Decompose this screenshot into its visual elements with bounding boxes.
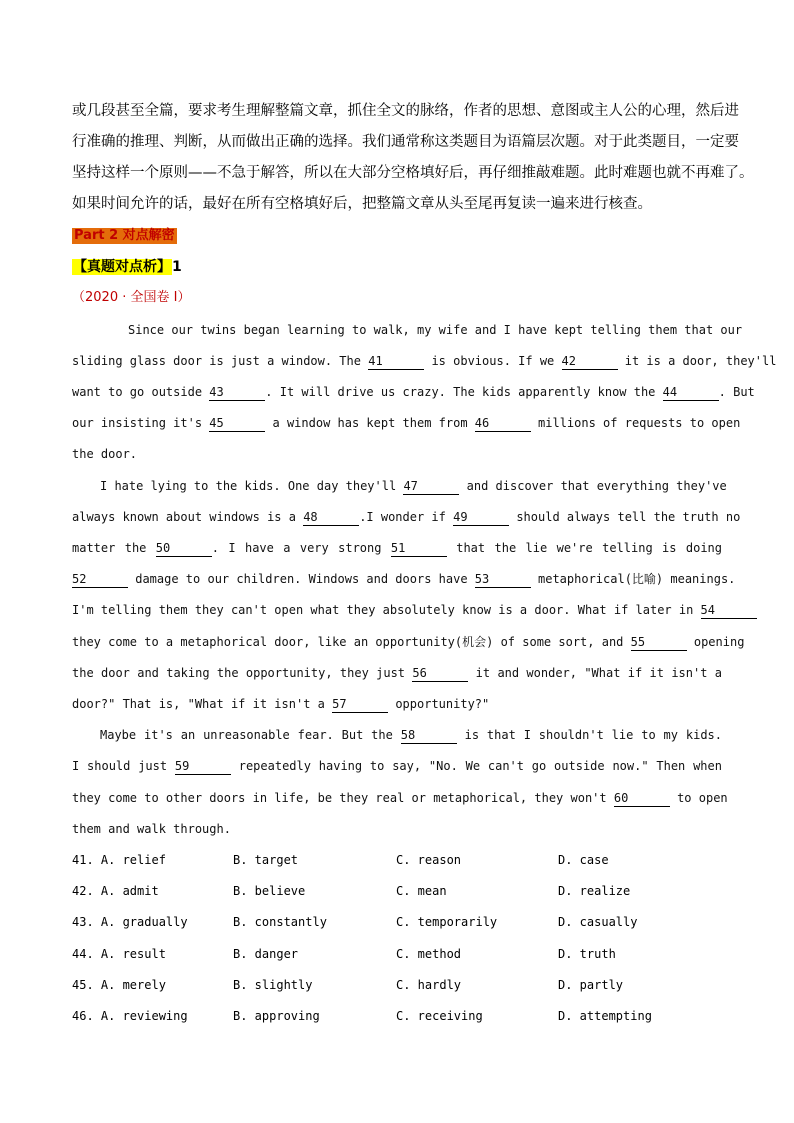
exam-source: （2020 · 全国卷 I） — [72, 290, 191, 305]
passage-text: want to go outside — [72, 385, 210, 399]
option-a[interactable]: 43. A. gradually — [72, 915, 188, 929]
blank-52[interactable]: 52 — [72, 571, 128, 588]
passage-text: millions of requests to open — [530, 416, 741, 430]
option-b[interactable]: B. constantly — [233, 915, 327, 929]
passage-text: Since our twins began learning to walk, my wife and I have kept telling them that our — [128, 323, 743, 337]
passage-line — [72, 444, 722, 464]
passage-text: to open — [669, 791, 728, 805]
passage-line — [128, 320, 743, 340]
passage-text: the door. — [72, 447, 138, 461]
blank-49[interactable]: 49 — [453, 509, 509, 526]
intro-line: 坚持这样一个原则——不急于解答，所以在大部分空格填好后，再仔细推敲难题。此时难题也就不再难了。 — [72, 165, 754, 181]
option-d[interactable]: D. case — [558, 853, 609, 867]
blank-51[interactable]: 51 — [391, 540, 447, 557]
passage-text: is that I shouldn't lie to my kids. — [456, 728, 722, 742]
passage-line — [100, 725, 722, 745]
passage-text: they come to other doors in life, be they real or metaphorical, they won't — [72, 791, 614, 805]
passage-line — [72, 694, 722, 714]
passage-text: . It will drive us crazy. The kids apparently know the — [265, 385, 663, 399]
blank-55[interactable]: 55 — [631, 634, 687, 651]
passage-text: damage to our children. Windows and doors have — [128, 572, 475, 586]
passage-text: our insisting it's — [72, 416, 210, 430]
blank-54[interactable]: 54 — [701, 602, 757, 619]
passage-line — [72, 663, 722, 683]
option-row — [72, 1006, 712, 1026]
passage-text: repeatedly having to say, "No. We can't go outside now." Then when — [230, 759, 722, 773]
passage-line — [72, 507, 741, 527]
option-d[interactable]: D. attempting — [558, 1009, 652, 1023]
passage-text: opportunity?" — [388, 697, 490, 711]
passage-text: opening — [686, 635, 745, 649]
passage-line — [72, 819, 722, 839]
option-d[interactable]: D. casually — [558, 915, 638, 929]
blank-56[interactable]: 56 — [412, 665, 468, 682]
passage-text: Maybe it's an unreasonable fear. But the — [100, 728, 401, 742]
passage-text: a window has kept them from — [265, 416, 475, 430]
blank-60[interactable]: 60 — [614, 790, 670, 807]
option-c[interactable]: C. receiving — [396, 1009, 483, 1023]
passage-text: they come to a metaphorical door, like an opportunity(机会) of some sort, and — [72, 635, 631, 649]
option-row — [72, 975, 712, 995]
section-title-text: 【真题对点析】 — [73, 259, 171, 275]
passage-line — [72, 382, 755, 402]
passage-line — [72, 569, 736, 589]
passage-line — [72, 600, 722, 620]
passage-text: door?" That is, "What if it isn't a — [72, 697, 333, 711]
option-row — [72, 850, 712, 870]
option-c[interactable]: C. reason — [396, 853, 462, 867]
option-row — [72, 944, 712, 964]
passage-text: always known about windows is a — [72, 510, 304, 524]
option-a[interactable]: 42. A. admit — [72, 884, 159, 898]
passage-text: matter the — [72, 541, 156, 555]
intro-paragraph — [72, 96, 754, 220]
blank-58[interactable]: 58 — [401, 727, 457, 744]
blank-47[interactable]: 47 — [403, 478, 459, 495]
passage-text: them and walk through. — [72, 822, 231, 836]
intro-line: 或几段甚至全篇，要求考生理解整篇文章，抓住全文的脉络，作者的思想、意图或主人公的心理，然后进 — [72, 103, 739, 119]
passage-text: and discover that everything they've — [459, 479, 727, 493]
passage-text: . I have a very strong — [211, 541, 391, 555]
passage-line — [72, 413, 741, 433]
blank-42[interactable]: 42 — [562, 353, 618, 370]
blank-43[interactable]: 43 — [209, 384, 265, 401]
passage-line — [72, 351, 777, 371]
option-c[interactable]: C. method — [396, 947, 462, 961]
option-c[interactable]: C. hardly — [396, 978, 462, 992]
option-d[interactable]: D. realize — [558, 884, 631, 898]
option-d[interactable]: D. partly — [558, 978, 624, 992]
blank-46[interactable]: 46 — [475, 415, 531, 432]
passage-text: . But — [718, 385, 755, 399]
passage-text: that the lie we're telling is doing — [446, 541, 722, 555]
blank-53[interactable]: 53 — [475, 571, 531, 588]
section-number: 1 — [172, 259, 182, 275]
passage-line — [72, 632, 745, 652]
passage-text: .I wonder if — [359, 510, 454, 524]
option-c[interactable]: C. mean — [396, 884, 447, 898]
passage-text: sliding glass door is just a window. The — [72, 354, 369, 368]
part-label: Part 2 对点解密 — [74, 228, 175, 243]
intro-line: 行准确的推理、判断，从而做出正确的选择。我们通常称这类题目为语篇层次题。对于此类题目，一定要 — [72, 134, 739, 150]
passage-text: I hate lying to the kids. One day they'll — [100, 479, 404, 493]
blank-59[interactable]: 59 — [175, 758, 231, 775]
passage-text: metaphorical(比喻) meanings. — [530, 572, 736, 586]
passage-text: I'm telling them they can't open what they absolutely know is a door. What if later in — [72, 603, 701, 617]
option-a[interactable]: 44. A. result — [72, 947, 166, 961]
passage-text: should always tell the truth no — [509, 510, 741, 524]
passage-text: is obvious. If we — [424, 354, 562, 368]
blank-44[interactable]: 44 — [663, 384, 719, 401]
blank-50[interactable]: 50 — [156, 540, 212, 557]
option-row — [72, 881, 712, 901]
option-a[interactable]: 45. A. merely — [72, 978, 166, 992]
passage-line — [100, 476, 727, 496]
option-a[interactable]: 46. A. reviewing — [72, 1009, 188, 1023]
intro-line: 如果时间允许的话，最好在所有空格填好后，把整篇文章从头至尾再复读一遍来进行核查。 — [72, 196, 652, 212]
option-b[interactable]: B. slightly — [233, 978, 313, 992]
passage-line — [72, 756, 722, 776]
option-b[interactable]: B. approving — [233, 1009, 320, 1023]
passage-line — [72, 788, 728, 808]
option-b[interactable]: B. believe — [233, 884, 306, 898]
passage-text: it is a door, they'll — [617, 354, 777, 368]
section-title — [72, 257, 182, 277]
option-d[interactable]: D. truth — [558, 947, 616, 961]
blank-45[interactable]: 45 — [209, 415, 265, 432]
passage-line — [72, 538, 722, 558]
passage-text: I should just — [72, 759, 175, 773]
option-a[interactable]: 41. A. relief — [72, 853, 166, 867]
option-b[interactable]: B. danger — [233, 947, 299, 961]
option-row — [72, 912, 712, 932]
passage-text: the door and taking the opportunity, they just — [72, 666, 413, 680]
blank-41[interactable]: 41 — [368, 353, 424, 370]
passage-text: it and wonder, "What if it isn't a — [468, 666, 722, 680]
option-c[interactable]: C. temporarily — [396, 915, 498, 929]
blank-48[interactable]: 48 — [303, 509, 359, 526]
blank-57[interactable]: 57 — [332, 696, 388, 713]
option-b[interactable]: B. target — [233, 853, 299, 867]
